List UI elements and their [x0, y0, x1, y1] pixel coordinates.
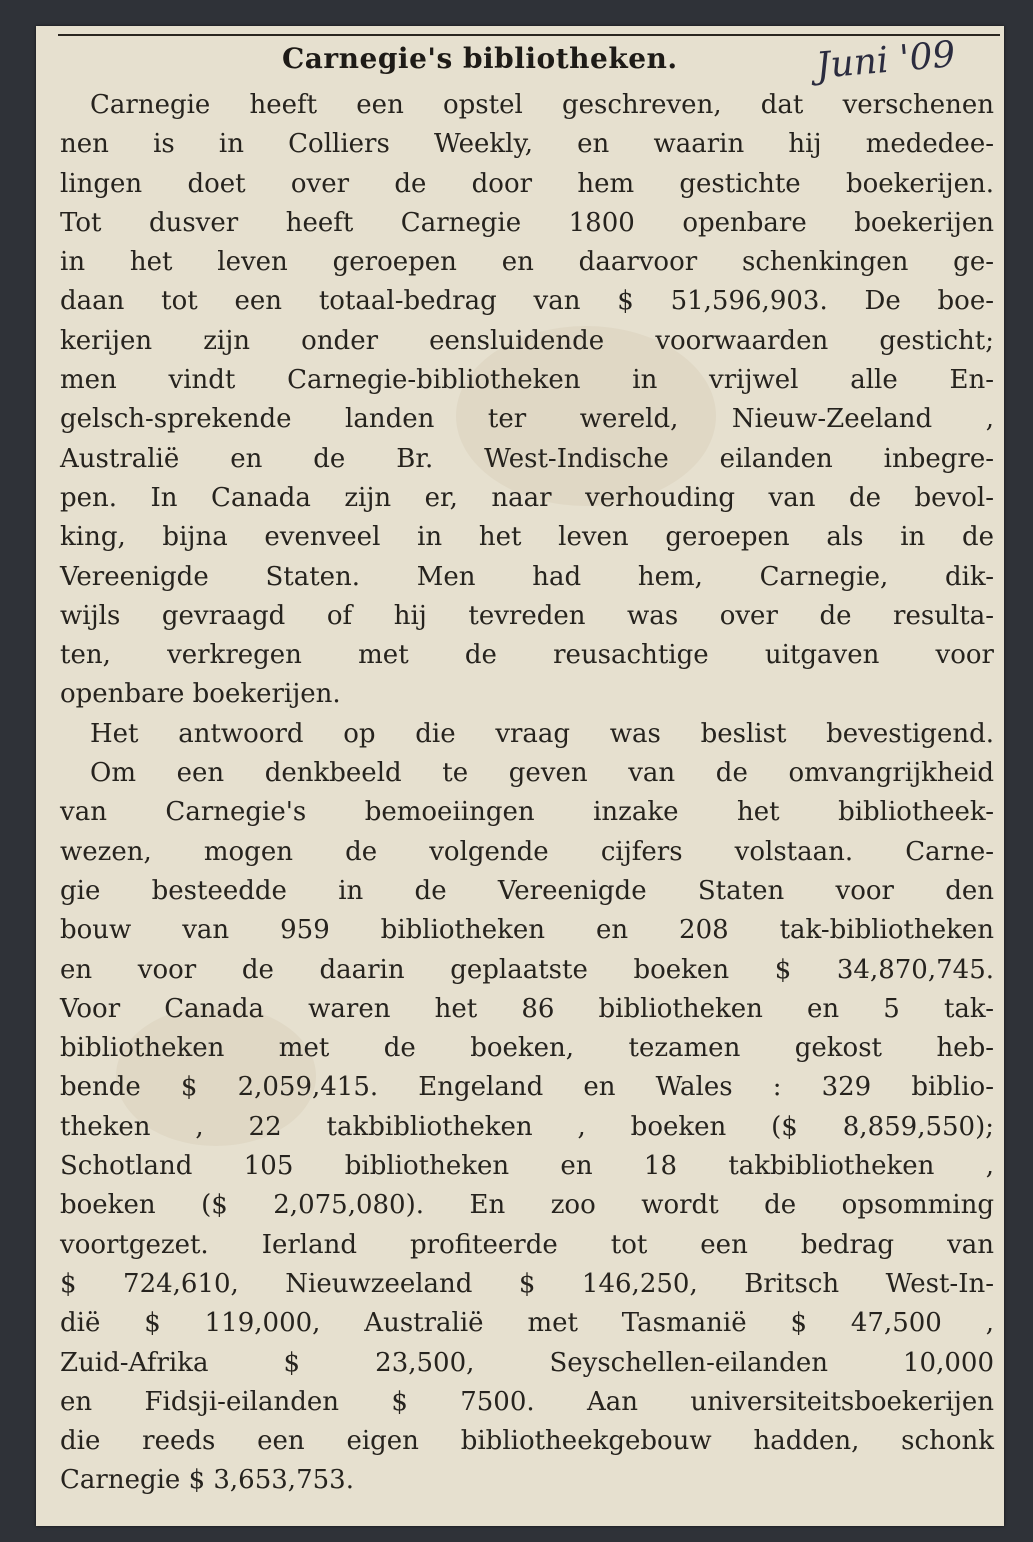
text-line: bibliotheken met de boeken, tezamen gekost heb- [60, 1033, 994, 1064]
text-line: nen is in Colliers Weekly, en waarin hij mededee- [60, 129, 994, 160]
newspaper-clipping [36, 26, 1004, 1526]
handwritten-date: Juni '09 [814, 34, 957, 87]
text-line: wijls gevraagd of hij tevreden was over de resulta- [60, 600, 994, 631]
text-line: wezen, mogen de volgende cijfers volstaan. Carne- [60, 836, 994, 867]
top-rule [58, 34, 1000, 36]
text-line: theken , 22 takbibliotheken , boeken ($ 8,859,550); [60, 1111, 994, 1142]
text-line: Carnegie $ 3,653,753. [60, 1465, 354, 1496]
article-header [36, 34, 1004, 90]
text-line: pen. In Canada zijn er, naar verhouding van de bevol- [60, 482, 994, 513]
text-line: kerijen zijn onder eensluidende voorwaarden gesticht; [60, 325, 994, 356]
text-line: van Carnegie's bemoeiingen inzake het bibliotheek- [60, 797, 994, 828]
text-line: Het antwoord op die vraag was beslist bevestigend. [90, 718, 994, 749]
text-line: Om een denkbeeld te geven van de omvangrijkheid [90, 758, 994, 789]
text-line: en voor de daarin geplaatste boeken $ 34,870,745. [60, 954, 994, 985]
text-line: en Fidsji-eilanden $ 7500. Aan universiteitsboekerijen [60, 1386, 994, 1417]
text-line: voortgezet. Ierland profiteerde tot een bedrag van [60, 1229, 994, 1260]
text-line: bende $ 2,059,415. Engeland en Wales : 329 biblio- [60, 1072, 994, 1103]
text-line: daan tot een totaal-bedrag van $ 51,596,903. De boe- [60, 286, 994, 317]
text-line: gie besteedde in de Vereenigde Staten voor den [60, 875, 994, 906]
text-line: lingen doet over de door hem gestichte boekerijen. [60, 168, 994, 199]
text-line: $ 724,610, Nieuwzeeland $ 146,250, Britsch West-In- [60, 1268, 994, 1299]
text-line: Voor Canada waren het 86 bibliotheken en 5 tak- [60, 993, 994, 1024]
article-body [60, 86, 994, 1501]
text-line: bouw van 959 bibliotheken en 208 tak-bibliotheken [60, 915, 994, 946]
text-line: Vereenigde Staten. Men had hem, Carnegie, dik- [60, 561, 994, 592]
text-line: Carnegie heeft een opstel geschreven, dat verschenen [90, 90, 994, 120]
article-title: Carnegie's bibliotheken. [282, 42, 678, 75]
text-line: in het leven geroepen en daarvoor schenkingen ge- [60, 247, 994, 278]
text-line: Zuid-Afrika $ 23,500, Seyschellen-eilanden 10,000 [60, 1347, 994, 1378]
text-line: Australië en de Br. West-Indische eilanden inbegre- [60, 443, 994, 474]
text-line: Tot dusver heeft Carnegie 1800 openbare boekerijen [60, 207, 994, 238]
text-line: ten, verkregen met de reusachtige uitgaven voor [60, 640, 994, 671]
text-line: openbare boekerijen. [60, 679, 341, 710]
text-line: men vindt Carnegie-bibliotheken in vrijwel alle En- [60, 365, 994, 396]
text-line: Schotland 105 bibliotheken en 18 takbibliotheken , [60, 1151, 994, 1182]
text-line: gelsch-sprekende landen ter wereld, Nieuw-Zeeland , [60, 404, 994, 435]
text-line: dië $ 119,000, Australië met Tasmanië $ 47,500 , [60, 1308, 994, 1339]
text-line: die reeds een eigen bibliotheekgebouw hadden, schonk [60, 1426, 994, 1457]
text-line: boeken ($ 2,075,080). En zoo wordt de opsomming [60, 1190, 994, 1221]
text-line: king, bijna evenveel in het leven geroepen als in de [60, 522, 994, 553]
